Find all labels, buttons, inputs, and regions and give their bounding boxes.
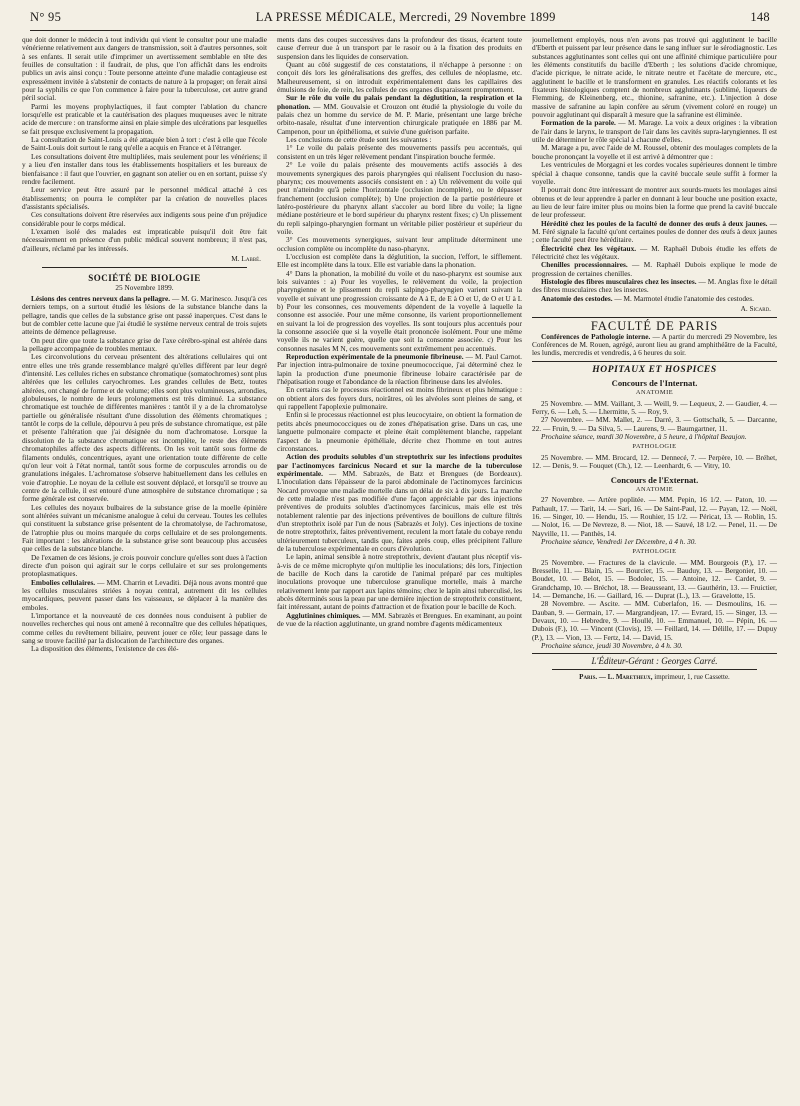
paragraph: La disposition des éléments, l'existence de ces élé- — [31, 644, 179, 654]
paragraph: fixe le détail des fibres musculaires chez les insectes. — [532, 276, 777, 295]
paragraph: L'importance et la nouveauté de ces données nous conduisent à publier de nouvelles recherches qui nous ont amené à reconnaître que des cellules hépatiques, comme celles du revêtement biliaire, peuvent jouer ce rôle; leur passage dans le sang se trouve facilité par la dislocation de l'architecture des organes. — [22, 611, 267, 646]
column-2 — [277, 36, 522, 1096]
printer-name: Paris. — L. Maretheux, — [579, 672, 653, 681]
article-lead — [532, 261, 777, 278]
paragraph: 1° Le voile du palais présente des mouvements passifs peu accentués, qui consistent en un très léger relèvement pendant l'inspiration bouche fermée. — [277, 143, 522, 161]
article-lead — [532, 278, 777, 295]
article-title: Lésions des centres nerveux dans la pellagre. — [31, 293, 171, 303]
paragraph: Le lapin, animal sensible à notre streptothrix, devient d'autant plus réceptif vis-à-vis de ce même microphyte qu'on multiplie les inoculations; dès lors, l'injection de bacille de Koch dans la carotide de l'animal préparé par ces multiples inoculations provoque une tuberculose granulique mortelle, mais à marche relativement lente par rapport aux lapins témoins; chez le lapin ainsi tuberculisé, les abcès déterminés sous la peau par une dernière injection de streptothrix constituent, fait intéressant, autant de points d'attraction et de fixation pour le bacille de Koch. — [277, 552, 522, 612]
paragraph: Les conclusions de cette étude sont les suivantes : — [286, 135, 432, 145]
publisher-line: L'Éditeur-Gérant : Georges Carré. — [591, 656, 718, 667]
section-date: 25 Novembre 1899. — [115, 282, 174, 292]
divider — [532, 317, 777, 318]
article-author: — M. Paul Carnot. — [465, 352, 522, 362]
paragraph: signale la faculté qu'ont certaines poules de donner des œufs à deux jaunes ; cette faculté peut être héréditaire. — [532, 226, 777, 245]
column-1 — [22, 36, 267, 1096]
paragraph: Les consultations doivent être multipliées, mais seulement pour les vénériens; il y a lieu d'en installer dans tous les établissements hospitaliers et les bureaux de bienfaisance : il faut que l'ouvrier, en gagnant son atelier ou en en sortant, puisse s'y rendre facilement. — [22, 151, 267, 186]
article-author: — M. Marmotel — [614, 293, 663, 303]
article-author: — M. Marage. — [618, 118, 663, 128]
paragraph: Par injection intra-pulmonaire de toxine pneumococcique, j'ai déterminé chez le lapin la production d'une pneumonie fibrineuse lobaire caractérisée par de l'hépatisation rouge et l'abondance de la réaction fibrineuse dans les alvéoles. — [277, 360, 522, 387]
article-author: — M. Féré — [532, 218, 777, 236]
paragraph: Les cellules des noyaux bulbaires de la substance grise de la moelle épinière sont altérées suivant un mécanisme analogue à celui du cerveau. Toutes les cellules qui constituent la substance grise présentent de la chromatolyse, de l'achromatose, de l'atrophie plus ou moins marquée du corps cellulaire et de ses prolongements. Fait important : les altérations de la substance grise sont beaucoup plus accusées que celles de la substance blanche. — [22, 502, 267, 554]
paragraph: L'occlusion est complète dans la déglutition, la succion, l'effort, le sifflement. Elle est incomplète dans la toux. Elle est variable dans la phonation. — [277, 251, 522, 270]
next-session: Prochaine séance, Vendredi 1er Décembre, à 4 h. 30. — [541, 536, 697, 546]
article-title: Sur le rôle du voile du palais pendant la déglutition, la respiration et la phonation. — [277, 93, 522, 111]
paragraph: En certains cas le processus réactionnel est moins fibrineux et plus hématique : on obtient alors des foyers durs, noirâtres, où les alvéoles sont pleines de sang, et qui rappellent l'apoplexie pulmonaire. — [277, 385, 522, 412]
article-lead — [532, 119, 777, 144]
subsection-title: Concours de l'Internat. — [611, 378, 698, 389]
results-line: 25 Novembre. — MM. Brocard, 12. — Dennecé, 7. — Perpère, 10. — Bréhet, 12. — Denis, 9. — Fouquet (Ch.), 12. — Leenhardt, 6. — Vitry, 10. — [532, 452, 777, 471]
results-line: 25 Novembre. — MM. Vaillant, 3. — Weill, 9. — Lequeux, 2. — Gaudier, 4. — Ferry, 6. — Leh, 5. — Lhermitte, 5. — Roy, 9. — [532, 398, 777, 417]
paragraph: Leur service peut être assuré par le personnel médical attaché à ces établissements; on pourra le compléter par la création de nouvelles places d'assistants spécialisés. — [22, 185, 267, 211]
journal-title: LA PRESSE MÉDICALE, Mercredi, 29 Novembre 1899 — [255, 9, 556, 24]
divider — [552, 669, 757, 670]
paragraph: 4° Dans la phonation, la mobilité du voile et du naso-pharynx est soumise aux lois suivantes : a) Pour les voyelles, le relèvement du voile, la projection pharyngienne et le plissement du repli salpingo-pharyngien varient suivant la voyelle et suivant une progression croissante de A à E, de E à O et U, de O et U à I. b) Pour les consonnes, ces mouvements dépendent de la voyelle à laquelle la consonne est associée. Pour une même consonne, ils varient proportionnellement en suivant la loi de progression des voyelles. Ils sont toujours plus accentués pour la consonne associée que si la voyelle était prononcée isolément. Pour une même voyelle ils ne varient guère, quelle que soit la consonne associée. c) Pour les consonnes nasales M N, ces mouvements sont extrêmement peu accentués. — [277, 268, 522, 353]
article-title: Anatomie des cestodes. — [541, 293, 613, 303]
paragraph: étudie l'anatomie des cestodes. — [664, 293, 754, 303]
issue-number: N° 95 — [30, 9, 62, 24]
paragraph: Ces consultations doivent être réservées aux indigents sous peine d'un préjudice considérable pour le corps médical. — [22, 210, 267, 228]
paragraph: La consultation de Saint-Louis a été attaquée bien à tort : c'est à elle que l'école de Saint-Louis doit surtout le rang qu'elle a acquis en France et à l'étranger. — [22, 135, 267, 153]
printer-address: imprimeur, 1, rue Cassette. — [654, 672, 730, 681]
signature: M. Labbé. — [231, 253, 261, 263]
divider — [532, 361, 777, 362]
paragraph: L'examen isolé des malades est impraticable puisqu'il doit être fait nécessairement en présence d'un public médical souvent nombreux; il n'est pas, d'ailleurs, réclamé par les intéressés. — [22, 226, 267, 253]
paragraph: Jusqu'à ces derniers temps, on a surtout étudié les lésions de la substance blanche dans la pellagre, tandis que celles de la substance grise ont passé inaperçues. C'est dans le but de combler cette lacune que j'ai étudié le système nerveux central de trois sujets atteints de démence pellagreuse. — [22, 293, 267, 337]
article-lead — [22, 579, 267, 612]
subsection-label: ANATOMIE — [635, 485, 674, 493]
printer-line — [532, 673, 777, 681]
article-author: — MM. Sabrazès, de Batz et Brengues — [329, 468, 469, 478]
article-lead — [277, 353, 522, 386]
paragraph: Les circonvolutions du cerveau présentent des altérations cellulaires qui ont entre elles une très grande ressemblance malgré qu'elles diffèrent par leur degré d'intensité. Les cellules riches en substance chromatique (somatochromes) sont plus altérées que les cellules caryochromes. Les grandes cellules de Betz, toutes altérées, ont changé de forme et de volume; elles sont plus volumineuses, arrondies, globuleuses, le nombre de leurs prolongements est très diminué. La substance chromatique est touchée de différentes manières : tantôt il y a de la chromatolyse partielle ou généralisée résultant d'une dissolution des éléments chromatiques ; tantôt le corps de la cellule, dépourvu à peu près de substance chromatique, est pâle et présente l'altération que j'ai désignée du nom d'achromatose. Lorsque la dissolution de la substance chromatique est incomplète, le reste des éléments chromatophiles affecte des aspects différents. On les voit tantôt sous forme de filaments ondulés, concentriques, ayant une orientation toute différente de celle qu'on leur voit à l'état normal, tantôt sous forme de corpuscules arrondis ou de granulations inégales. L'achromatose s'observe habituellement dans les cellules en voie d'atrophie. Le noyau de la cellule est souvent déplacé, et lorsqu'il se trouve au centre de la cellule, il est entouré d'une atmosphère de substance chromatique ; sa forme générale est conservée. — [22, 352, 267, 504]
article-title: Hérédité chez les poules de la faculté de donner des œufs à deux jaunes. — [541, 218, 768, 228]
paragraph: ont étudié la physiologie du voile du palais chez un homme du service de M. P. Marie, présentant une large brèche orbito-nasale, résultat d'une intervention chirurgicale pratiquée en 1886 par M. Campenon, pour un épithélioma, et suivie d'une guérison parfaite. — [277, 101, 522, 136]
section-title: SOCIÉTÉ DE BIOLOGIE — [88, 273, 201, 284]
paragraph: — A partir du mercredi 29 Novembre, les Conférences de M. Rouen, agrégé, auront lieu au grand amphithéâtre de la Faculté, les lundis, mercredis et vendredis, à 6 heures du soir. — [532, 331, 777, 358]
paragraph: En examinant, au point de vue de la réaction agglutinante, un grand nombre d'agents médicamenteux — [277, 610, 522, 629]
article-author: — M. Raphaël Dubois — [640, 243, 713, 253]
article-lead — [532, 295, 777, 303]
article-title: Reproduction expérimentale de la pneumonie fibrineuse. — [286, 352, 464, 362]
article-title: Action des produits solubles d'un streptothrix sur les infections produites par l'actinomyces farcinicus Nocard et sur la marche de la tuberculose expérimentale. — [277, 452, 522, 478]
paragraph: que doit donner le médecin à tout individu qui vient le consulter pour une maladie vénérienne relativement aux dangers de transmission, soit à d'autres personnes, soit à ses enfants. Il serait utile d'imprimer un avertissement semblable en tête des feuilles de consultation : il faudrait, de plus, que l'on affichât dans les endroits publics un avis ainsi conçu : Toute personne atteinte d'une maladie contagieuse est expressément invitée à s'abstenir de contacts de nature à la propager; on ferait ainsi pour la syphilis ce que l'on commence à faire pour la tuberculose, cet autre grand péril social. — [22, 36, 267, 103]
article-author: — MM. Charrin et Levaditi. — [97, 577, 182, 587]
results-line: 27 Novembre. — Artère poplitée. — MM. Pepin, 16 1/2. — Paton, 10. — Pathault, 17. — Tarit, 14. — Sari, 16. — De Saint-Paul, 12. — Payan, 12. — Noël, 16. — Singer, 10. — Hendu, 15. — Rouhier, 15 1/2. — Péricat, 13. — Roblin, 15. — Nolot, 16. — De Nevreze, 8. — Niot, 18. — Sauvé, 18 1/2. — Penel, 11. — De Nayville, 11. — Panthès, 14. — [532, 495, 777, 538]
paragraph: 2° Le voile du palais présente des mouvements actifs associés à des mouvements synergiques des parois pharyngées qui réalisent l'occlusion du naso-pharynx; ces mouvements associés consistent en : a) Un relèvement du voile qui peut n'atteindre qu'à peine l'horizontale (occlusion incomplète), ou le dépasser franchement (occlusion complète); b) Une projection de la partie postérieure et latéro-postérieure du pharynx allant s'accoler au bord libre du voile; la ligne médiane postérieure et le bord supérieur du pharynx restent fixes; c) Un plissement du repli salpingo-pharyngien formant un véritable pilier postérieur et supérieur du voile. — [277, 160, 522, 236]
next-session: Prochaine séance, jeudi 30 Novembre, à 4 h. 30. — [541, 641, 683, 651]
article-lead — [532, 220, 777, 245]
article-title: Formation de la parole. — [541, 118, 616, 128]
paragraph: Les ventricules de Morgagni et les cordes vocales supérieures donnent le timbre spécial à chaque consonne, tandis que la cavité buccale seule suffit à former la voyelle. — [532, 160, 777, 186]
signature: A. Sicard. — [740, 304, 771, 313]
divider — [42, 267, 247, 268]
article-author: — M. G. Marinesco. — [171, 293, 233, 303]
subsection-label: PATHOLOGIE — [632, 443, 677, 451]
results-line: 27 Novembre. — MM. Mallet, 2. — Darré, 3. — Gottschalk, 5. — Darcanne, 22. — Fruin, 9. — Da Silva, 5. — Laurens, 9. — Baumgartner, 11. — [532, 415, 777, 433]
page-header — [30, 4, 770, 31]
paragraph: ments dans des coupes successives dans la profondeur des tissus, écartent toute cause d'erreur due à un transport par le rasoir ou à la fixation des produits en suspension dans les liquides de conservation. — [277, 36, 522, 61]
text-columns — [22, 36, 778, 1096]
subsection-title: Concours de l'Externat. — [610, 474, 699, 485]
article-title: Histologie des fibres musculaires chez les insectes. — [541, 276, 697, 286]
paragraph: (de Bordeaux). L'inoculation dans l'épaisseur de la paroi abdominale de l'actinomyces farcinicus Nocard provoque une maladie mortelle dans un délai de six à dix jours. La marche de cette maladie n'est pas modifiée d'une façon appréciable par des injections préventives de produits solubles d'actinomyces farcinicus, mais elle est très notablement ralentie par des injections préventives de bouillons de culture filtrés d'un streptothrix isolé par l'un de nous (Sabrazès et Joly). Ces injections de toxine de notre streptothrix, faites préventivement, reculent la mort fatale du cobaye rendu ultérieurement tuberculeux, tandis que, faites après coup, elles précipitent l'allure de la tuberculose expérimentale en cours d'évolution. — [277, 468, 522, 553]
section-title: HOPITAUX ET HOSPICES — [592, 364, 717, 375]
article-lead — [22, 295, 267, 337]
paragraph: M. Marage a pu, avec l'aide de M. Roussel, obtenir des moulages complets de la bouche prononçant la voyelle et il est arrivé à démontrer que : — [532, 143, 777, 161]
article-lead — [277, 612, 522, 629]
paragraph: Quant au côté suggestif de ces constatations, il n'échappe à personne : on conçoit dès lors les généralisations des greffes, des cellules de néoplasme, etc. Malheureusement, si on introduit expérimentalement dans les capillaires des émulsions de foie, de rein, les cellules de ces organes disparaissent promptement. — [277, 60, 522, 95]
subsection-label: ANATOMIE — [635, 389, 674, 397]
results-line: 28 Novembre. — Ascite. — MM. Cuberlafon, 16. — Desmoulins, 16. — Dauban, 9. — Germain, 17. — Margrandjean, 17. — Evrard, 15. — Singer, 13. — Devaux, 10. — Hebredre, 9. — Houllé, 10. — Emmanuel, 10. — Pépin, 16. — Dubois (F.), 10. — Vincent (Clovis), 19. — Feillard, 14. — Délille, 17. — Dupuy (P.), 13. — Vion, 13. — Fertz, 14. — David, 15. — [532, 599, 777, 642]
article-title: Conférences de Pathologie interne. — [541, 331, 651, 341]
page-number: 148 — [750, 9, 770, 24]
article-author: — M. Raphaël Dubois — [632, 260, 706, 270]
article-author: — MM. Sabrazès et Brengues. — [362, 610, 453, 620]
article-lead — [277, 94, 522, 136]
results-line: 25 Novembre. — Fractures de la clavicule. — MM. Bourgeois (P.), 17. — Bresselle, 11. — Blain, 15. — Bourcier, 15. — Bauduy, 13. — Bergonier, 10. — Boudet, 10. — Belot, 15. — Bodolec, 15. — Antoine, 12. — Cardet, 9. — Grandchamp, 10. — Bréchot, 18. — Beausseant, 13. — Gauthérin, 13. — Fruictier, 14. — Demanche, 16. — Gaillard, 16. — Duprat (L.), 13. — Gravelotte, 15. — [532, 557, 777, 600]
article-title: Chenilles processionnaires. — [541, 260, 628, 270]
paragraph: On peut dire que toute la substance grise de l'axe cérébro-spinal est altérée dans la pellagre accompagnée de troubles mentaux. — [22, 335, 267, 354]
section-title: FACULTÉ DE PARIS — [590, 319, 719, 334]
paragraph: journellement employés, nous n'en avons pas trouvé qui agglutinent le bacille d'Eberth et puissent par leur présence dans le sang influer sur le sérodiagnostic. Les substances agglutinantes sont celles qui ont une affinité chimique particulière pour les éléments constitutifs du bacille d'Eberth ; les solutions d'acide chromique, d'acide picrique, le nitrate acide, le nitrate neutre et l'acétate de mercure, etc., agglutinent le bacille et le transforment en granules. Les réactifs colorants et les fixateurs histologiques comptent de nombreux agglutinants (sublimé, liqueurs de Flemming, de Kleinenberg, etc., thionine, safranine, etc.). L'injection à dose massive de safranine au lapin confère au sérum (vivement coloré en rouge) un pouvoir agglutinant qui disparaît à mesure que la safranine est éliminée. — [532, 36, 777, 120]
subsection-label: PATHOLOGIE — [632, 548, 677, 556]
paragraph: Parmi les moyens prophylactiques, il faut compter l'ablation du chancre lorsqu'elle est praticable et la cautérisation des plaques muqueuses avec le nitrate acide de mercure : on transforme ainsi en plaie simple des ulcérations par lesquelles se fait presque exclusivement la propagation. — [22, 101, 267, 136]
paragraph: étudie les effets de l'électricité chez les végétaux. — [532, 243, 777, 261]
paragraph: explique le mode de progression de certaines chenilles. — [532, 260, 777, 278]
article-title: Électricité chez les végétaux. — [541, 243, 637, 253]
paragraph: Déjà nous avons montré que les cellules musculaires striées à noyau central, autrement dit les cellules myocardiques, peuvent passer dans les vaisseaux, se déplacer à la manière des emboles. — [22, 577, 267, 612]
article-lead — [277, 453, 522, 553]
article-title: Agglutinines chimiques. — [286, 610, 361, 620]
article-lead — [532, 333, 777, 358]
paragraph: Enfin si le processus réactionnel est plus leucocytaire, on obtient la formation de petits abcès pneumococciques ou de zones d'hépatisation grise. Dans un cas, une languette pulmonaire compacte et pleine était complètement blanche, rappelant l'aspect de la pneumonie épithéliale, décrite chez l'homme en tout autres circonstances. — [277, 410, 522, 453]
article-lead — [532, 245, 777, 262]
article-author: — M. Anglas — [698, 276, 739, 286]
divider — [532, 653, 777, 654]
article-author: — MM. Gouvalsie et Crouzon — [313, 101, 407, 111]
paragraph: La voix a deux origines : la vibration de l'air dans le larynx, le transport de l'air dans les cavités supra-laryngiennes. Il est utile de déterminer le rôle spécial à chacune d'elles. — [532, 118, 777, 145]
column-3 — [532, 36, 777, 1096]
paragraph: 3° Ces mouvements synergiques, suivant leur amplitude déterminent une occlusion complète ou incomplète du naso-pharynx. — [277, 235, 522, 253]
next-session: Prochaine séance, mardi 30 Novembre, à 5 heure, à l'hôpital Beaujon. — [541, 432, 747, 442]
article-title: Embolies cellulaires. — [31, 577, 96, 587]
paragraph: De l'examen de ces lésions, je crois pouvoir conclure qu'elles sont dues à l'action directe d'un poison qui agirait sur le corps cellulaire et sur ses prolongements protoplasmatiques. — [22, 552, 267, 579]
paragraph: Il pourrait donc être intéressant de montrer aux sourds-muets les moulages ainsi obtenus et de leur apprendre à parler en donnant à leur bouche une position exacte, au lieu de leur faire imiter plus ou moins bien la forme que prend la cavité buccale de leur professeur. — [532, 185, 777, 220]
